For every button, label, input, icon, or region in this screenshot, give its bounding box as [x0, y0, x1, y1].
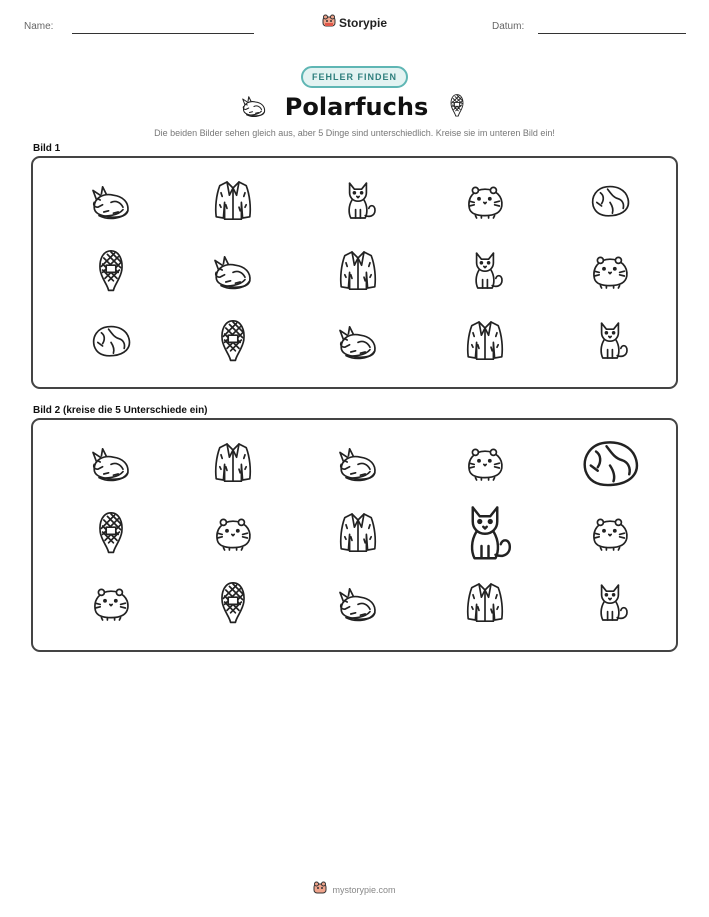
- storypie-logo-icon: [322, 13, 336, 32]
- brand-name: Storypie: [339, 15, 388, 30]
- picture1-cell-2-1-snowshoe-icon: [76, 235, 146, 305]
- title-fox-icon: [239, 90, 269, 125]
- picture1-cell-1-1-sleeping-fox-icon: [76, 165, 146, 235]
- picture1-cell-1-4-hamster-icon: [450, 165, 520, 235]
- picture1-cell-1-3-sitting-fox-icon: [323, 165, 393, 235]
- title-row: [0, 90, 709, 124]
- picture2-cell-2-5-hamster-icon[interactable]: [575, 497, 645, 567]
- picture2-cell-3-2-snowshoe-icon[interactable]: [198, 567, 268, 637]
- picture2-cell-2-3-fur-coat-icon[interactable]: [323, 497, 393, 567]
- picture1-panel: [31, 156, 678, 389]
- picture1-cell-3-2-snowshoe-icon: [198, 305, 268, 375]
- footer: [0, 880, 709, 899]
- picture2-cell-3-4-fur-coat-icon[interactable]: [450, 567, 520, 637]
- name-label: Name:: [24, 21, 54, 32]
- picture2-cell-1-4-hamster-icon[interactable]: [450, 427, 520, 497]
- picture2-cell-1-5-rock-icon[interactable]: [575, 427, 645, 497]
- picture2-label: Bild 2 (kreise die 5 Unterschiede ein): [33, 405, 208, 416]
- storypie-footer-logo-icon: [313, 880, 327, 899]
- picture1-cell-2-4-sitting-fox-icon: [450, 235, 520, 305]
- page-header: [0, 0, 709, 48]
- picture1-cell-1-5-rock-icon: [575, 165, 645, 235]
- picture1-label: Bild 1: [33, 143, 61, 154]
- activity-badge: FEHLER FINDEN: [301, 66, 408, 88]
- picture2-cell-2-2-hamster-icon[interactable]: [198, 497, 268, 567]
- picture1-cell-2-2-sleeping-fox-icon: [198, 235, 268, 305]
- picture2-cell-1-3-sleeping-fox-icon[interactable]: [323, 427, 393, 497]
- picture2-cell-1-2-fur-coat-icon[interactable]: [198, 427, 268, 497]
- name-line: [72, 33, 254, 34]
- brand: [322, 13, 387, 32]
- instructions: Die beiden Bilder sehen gleich aus, aber 5 Dinge sind unterschiedlich. Kreise sie im unteren Bild ein!: [154, 128, 555, 138]
- picture1-cell-3-1-rock-icon: [76, 305, 146, 375]
- picture2-cell-3-3-sleeping-fox-icon[interactable]: [323, 567, 393, 637]
- picture1-cell-3-3-sleeping-fox-icon: [323, 305, 393, 375]
- picture1-cell-2-3-fur-coat-icon: [323, 235, 393, 305]
- date-label: Datum:: [492, 21, 525, 32]
- date-line: [538, 33, 686, 34]
- picture1-cell-3-4-fur-coat-icon: [450, 305, 520, 375]
- picture1-cell-1-2-fur-coat-icon: [198, 165, 268, 235]
- badge-container: [0, 66, 709, 88]
- picture2-cell-1-1-sleeping-fox-icon[interactable]: [76, 427, 146, 497]
- picture2-cell-2-1-snowshoe-icon[interactable]: [76, 497, 146, 567]
- picture1-cell-2-5-hamster-icon: [575, 235, 645, 305]
- picture1-cell-3-5-sitting-fox-icon: [575, 305, 645, 375]
- page-title: Polarfuchs: [284, 93, 429, 121]
- title-snowshoe-icon: [444, 92, 470, 123]
- picture2-cell-3-5-sitting-fox-icon[interactable]: [575, 567, 645, 637]
- picture2-panel[interactable]: [31, 418, 678, 652]
- picture2-cell-3-1-hamster-icon[interactable]: [76, 567, 146, 637]
- picture2-cell-2-4-sitting-fox-icon[interactable]: [450, 497, 520, 567]
- footer-url: mystorypie.com: [332, 884, 396, 895]
